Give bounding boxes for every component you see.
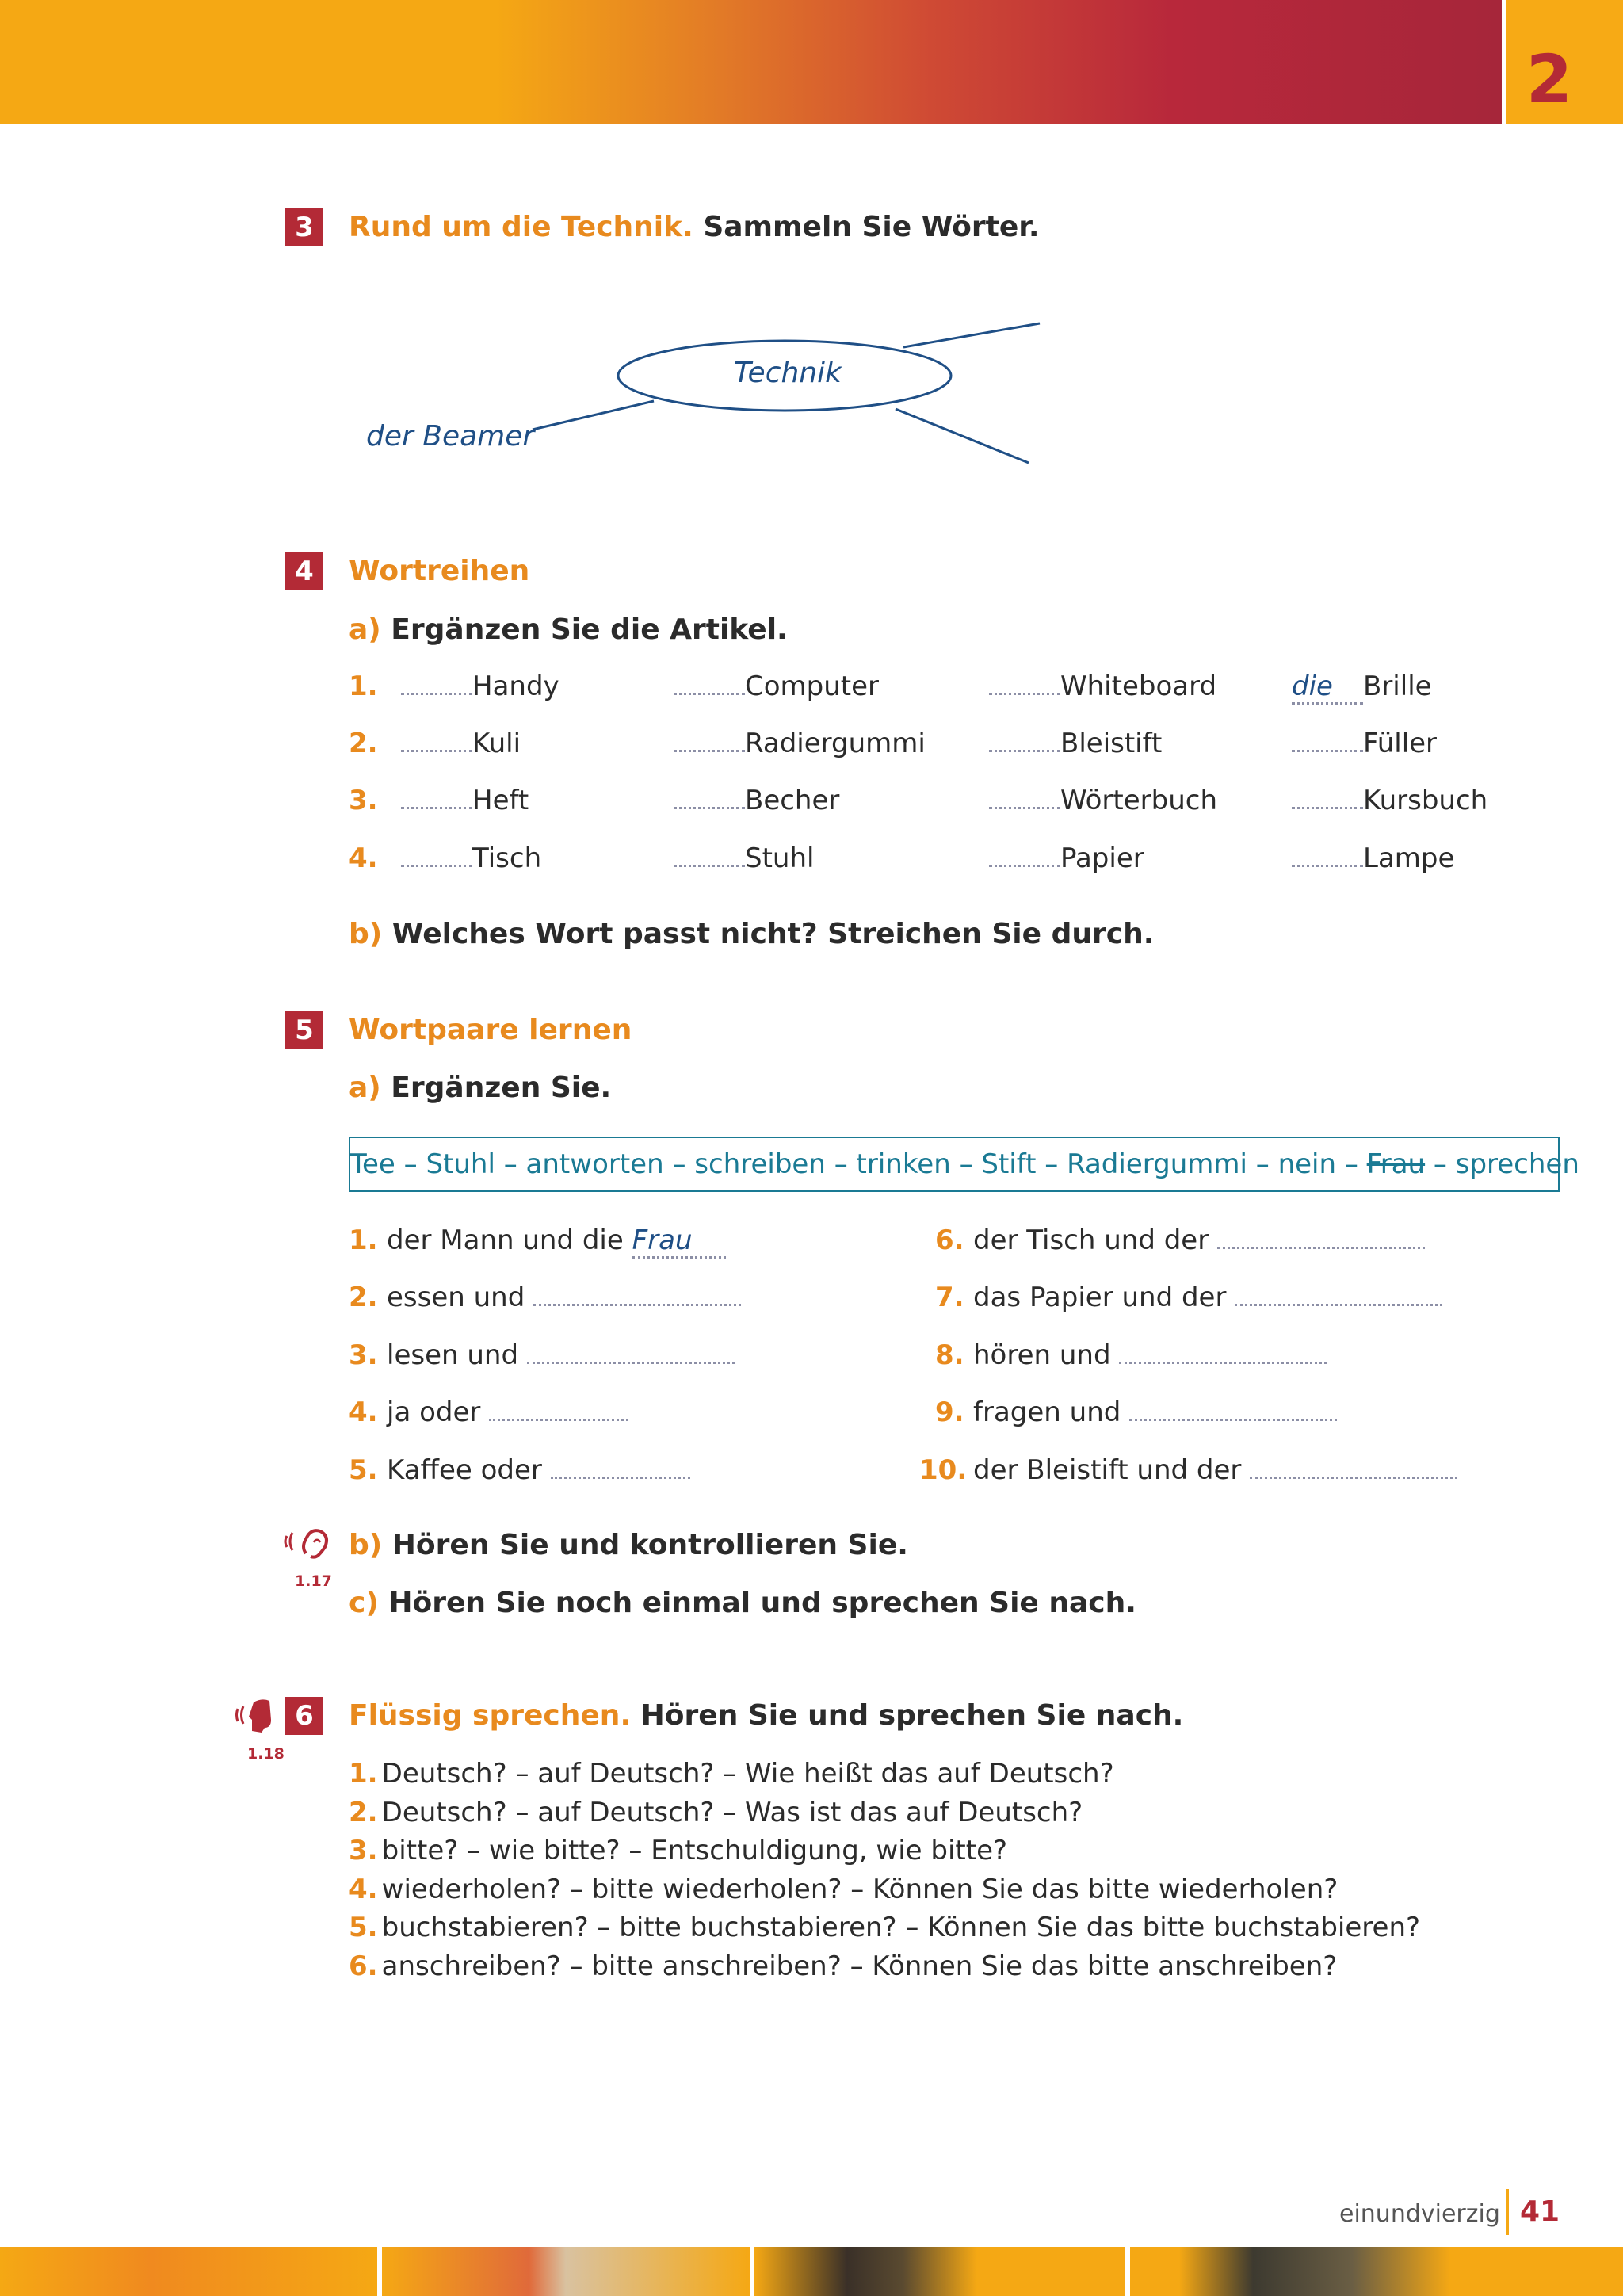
pair-number: 7. [935, 1282, 964, 1313]
exercise-6-title-highlight: Flüssig sprechen. [349, 1699, 632, 1732]
pair-number: 9. [935, 1396, 964, 1428]
article-blank [1292, 728, 1363, 752]
word-bank-item: Stift [981, 1148, 1037, 1180]
pair-blank [533, 1282, 741, 1306]
list-item: 3. bitte? – wie bitte? – Entschuldigung, wie bitte? [349, 1835, 1008, 1866]
exercise-3-title [349, 211, 1040, 243]
mindmap-branch-bottom-right [896, 409, 1029, 463]
exercise-5b-letter: b) [349, 1529, 383, 1561]
article-row-number: 1. [349, 670, 378, 702]
article-blank [989, 728, 1060, 752]
pair-number: 2. [349, 1282, 378, 1313]
pair-item[interactable]: hören und [973, 1339, 1327, 1371]
pair-item[interactable]: fragen und [973, 1396, 1337, 1428]
page-number: 41 [1520, 2195, 1560, 2228]
word-bank-item: antworten [525, 1148, 664, 1180]
exercise-3-badge: 3 [285, 208, 323, 246]
list-item: 4. wiederholen? – bitte wiederholen? – Können Sie das bitte wiederholen? [349, 1873, 1338, 1905]
word-bank-item: sprechen [1455, 1148, 1579, 1180]
article-item[interactable]: Becher [674, 785, 839, 816]
exercise-4b-text: Welches Wort passt nicht? Streichen Sie durch. [391, 918, 1155, 950]
pair-blank [1129, 1396, 1337, 1421]
article-blank [401, 785, 472, 809]
pair-number: 3. [349, 1339, 378, 1371]
audio-speak-icon[interactable] [235, 1696, 279, 1734]
article-item[interactable]: Handy [401, 670, 559, 702]
exercise-5b-instruction [349, 1529, 908, 1561]
exercise-4-title: Wortreihen [349, 555, 530, 587]
article-item[interactable]: Kursbuch [1292, 785, 1487, 816]
word-bank-item: Radiergummi [1067, 1148, 1247, 1180]
article-row-number: 2. [349, 728, 378, 759]
exercise-6-title [349, 1699, 1183, 1732]
mindmap-center-word: Technik [734, 357, 842, 389]
word-bank-item: trinken [856, 1148, 951, 1180]
pair-item[interactable]: essen und [387, 1282, 741, 1313]
audio-track-label: 1.18 [247, 1745, 285, 1763]
exercise-5c-instruction [349, 1587, 1136, 1619]
footer-photo-eraser [382, 2247, 750, 2296]
pair-blank [1217, 1224, 1425, 1249]
pair-blank [1119, 1339, 1327, 1364]
exercise-5a-text: Ergänzen Sie. [391, 1072, 612, 1104]
exercise-4b-instruction [349, 918, 1154, 950]
article-blank [1292, 842, 1363, 867]
list-item: 6. anschreiben? – bitte anschreiben? – Können Sie das bitte anschreiben? [349, 1950, 1338, 1982]
article-blank [401, 728, 472, 752]
pair-blank-filled: Frau [632, 1224, 726, 1259]
article-item[interactable]: Heft [401, 785, 529, 816]
pair-item[interactable]: ja oder [387, 1396, 628, 1428]
article-blank [989, 842, 1060, 867]
article-item[interactable]: Tisch [401, 842, 541, 874]
pair-item[interactable]: der Mann und die Frau [387, 1224, 726, 1259]
pair-number: 4. [349, 1396, 378, 1428]
exercise-5c-letter: c) [349, 1587, 379, 1619]
pair-item[interactable]: der Tisch und der [973, 1224, 1425, 1256]
article-item[interactable]: Bleistift [989, 728, 1162, 759]
list-item: 1. Deutsch? – auf Deutsch? – Wie heißt das auf Deutsch? [349, 1758, 1114, 1790]
article-item[interactable]: die Brille [1292, 670, 1432, 705]
exercise-3-title-instruction: Sammeln Sie Wörter. [703, 211, 1040, 243]
exercise-5-badge: 5 [285, 1011, 323, 1049]
exercise-6-badge: 6 [285, 1697, 323, 1735]
pair-number: 6. [935, 1224, 964, 1256]
audio-ear-icon[interactable] [282, 1523, 333, 1560]
pair-item[interactable]: lesen und [387, 1339, 735, 1371]
word-bank-item: Stuhl [426, 1148, 495, 1180]
exercise-4a-text: Ergänzen Sie die Artikel. [391, 613, 788, 646]
exercise-5-title: Wortpaare lernen [349, 1014, 632, 1046]
audio-track-label: 1.17 [295, 1572, 332, 1590]
chapter-number: 2 [1526, 40, 1573, 118]
pair-blank [551, 1454, 690, 1479]
word-bank-item-struck: Frau [1366, 1148, 1426, 1180]
pair-item[interactable]: das Papier und der [973, 1282, 1442, 1313]
pair-number: 10. [919, 1454, 968, 1486]
word-bank-box: Tee – Stuhl – antworten – schreiben – trinken – Stift – Radiergummi – nein – Frau – sprechen [349, 1137, 1560, 1192]
article-item[interactable]: Wörterbuch [989, 785, 1217, 816]
header-band [0, 0, 1502, 124]
article-item[interactable]: Papier [989, 842, 1144, 874]
mindmap-diagram [349, 309, 1062, 483]
article-item[interactable]: Lampe [1292, 842, 1454, 874]
exercise-5a-letter: a) [349, 1072, 381, 1104]
article-row-number: 4. [349, 842, 378, 874]
article-row-number: 3. [349, 785, 378, 816]
exercise-6-title-instruction: Hören Sie und sprechen Sie nach. [640, 1699, 1184, 1732]
article-item[interactable]: Radiergummi [674, 728, 926, 759]
pair-blank [1250, 1454, 1457, 1479]
article-item[interactable]: Computer [674, 670, 879, 702]
word-bank-item: schreiben [694, 1148, 826, 1180]
exercise-6-list [349, 1758, 1420, 1988]
pair-item[interactable]: der Bleistift und der [973, 1454, 1457, 1486]
list-item: 5. buchstabieren? – bitte buchstabieren? – Können Sie das bitte buchstabieren? [349, 1912, 1421, 1943]
pair-item[interactable]: Kaffee oder [387, 1454, 690, 1486]
exercise-5c-text: Hören Sie noch einmal und sprechen Sie nach. [388, 1587, 1136, 1619]
mindmap-branch-left [533, 401, 654, 430]
pair-blank [527, 1339, 735, 1364]
word-bank-item: nein [1277, 1148, 1337, 1180]
article-blank [401, 670, 472, 695]
pair-number: 8. [935, 1339, 964, 1371]
article-item[interactable]: Füller [1292, 728, 1437, 759]
article-item[interactable]: Stuhl [674, 842, 814, 874]
article-item[interactable]: Kuli [401, 728, 521, 759]
exercise-5a-instruction [349, 1072, 611, 1104]
footer-photo-notebook [1130, 2247, 1623, 2296]
exercise-4a-letter: a) [349, 613, 381, 646]
footer-divider [1506, 2189, 1509, 2235]
exercise-4-badge: 4 [285, 552, 323, 590]
word-bank-item: Tee [350, 1148, 395, 1180]
article-blank [1292, 785, 1363, 809]
article-blank [674, 842, 745, 867]
exercise-4a-instruction [349, 613, 788, 646]
article-blank [674, 728, 745, 752]
article-item[interactable]: Whiteboard [989, 670, 1216, 702]
mindmap-branch-top-right [903, 323, 1040, 347]
pair-number: 1. [349, 1224, 378, 1256]
article-blank [674, 785, 745, 809]
pair-blank [489, 1396, 628, 1421]
pair-number: 5. [349, 1454, 378, 1486]
exercise-5b-text: Hören Sie und kontrollieren Sie. [391, 1529, 908, 1561]
page-number-words: einundvierzig [1339, 2200, 1500, 2228]
article-blank [989, 785, 1060, 809]
article-blank [401, 842, 472, 867]
list-item: 2. Deutsch? – auf Deutsch? – Was ist das auf Deutsch? [349, 1796, 1083, 1828]
pair-blank [1235, 1282, 1442, 1306]
article-blank [674, 670, 745, 695]
exercise-4b-letter: b) [349, 918, 383, 950]
article-blank [989, 670, 1060, 695]
footer-photo-pencil [0, 2247, 377, 2296]
exercise-3-title-highlight: Rund um die Technik. [349, 211, 693, 243]
article-blank-filled: die [1292, 670, 1363, 705]
footer-photo-pens [754, 2247, 1125, 2296]
mindmap-branch-word: der Beamer [366, 420, 535, 453]
